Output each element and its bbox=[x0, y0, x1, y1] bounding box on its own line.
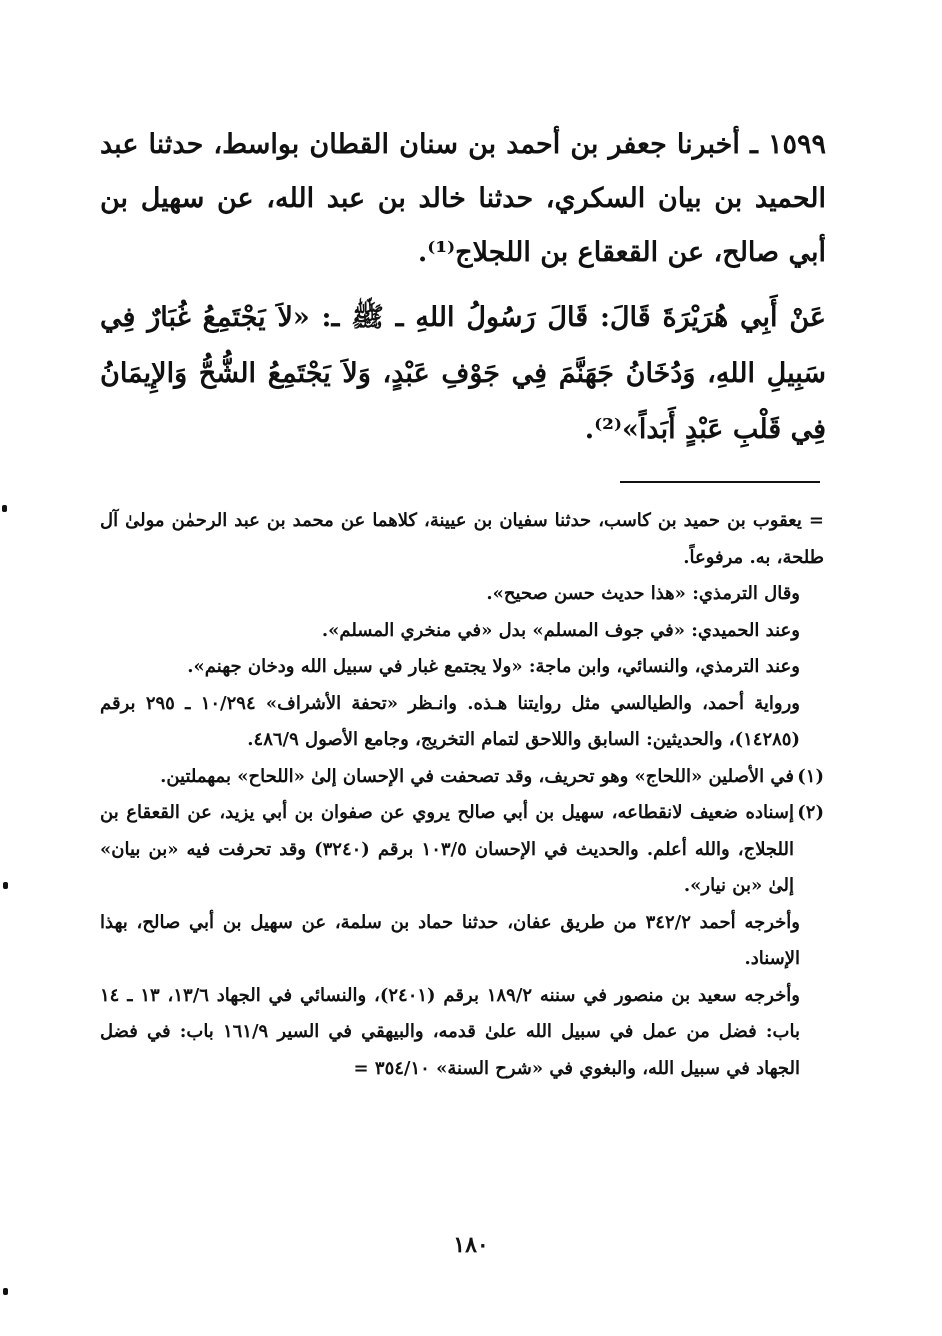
hadith-matn-paragraph: عَنْ أَبِي هُرَيْرَةَ قَالَ: قَالَ رَسُولُ اللهِ ـ ﷺ ـ: «لاَ يَجْتَمِعُ غُبَارٌ فِي سَبِيلِ اللهِ، وَدُخَانُ جَهَنَّمَ فِي جَوْفِ عَبْدٍ، وَلاَ يَجْتَمِعُ الشُّحُّ وَالإِيمَانُ فِي قَلْبِ عَبْدٍ أَبَداً»⁽²⁾. bbox=[100, 302, 826, 445]
footnote-2 bbox=[100, 795, 824, 905]
footnote-1 bbox=[100, 759, 824, 796]
footnotes bbox=[100, 503, 824, 1087]
main-text bbox=[100, 118, 826, 458]
footnote-tirmidhi: وقال الترمذي: «هذا حديث حسن صحيح». bbox=[486, 583, 800, 604]
footnote-humaidi: وعند الحميدي: «في جوف المسلم» بدل «في منخري المسلم». bbox=[321, 619, 800, 641]
scan-mark bbox=[3, 1288, 8, 1295]
hadith-isnad-paragraph: ١٥٩٩ ـ أخبرنا جعفر بن أحمد بن سنان القطان بواسط، حدثنا عبد الحميد بن بيان السكري، حدثنا خالد بن عبد الله، عن سهيل بن أبي صالح، عن القعقاع بن اللجلاج⁽¹⁾. bbox=[100, 129, 826, 268]
footnote-continuation: = يعقوب بن حميد بن كاسب، حدثنا سفيان بن عيينة، كلاهما عن محمد بن عبد الرحمٰن مولىٰ آل طلحة، به. مرفوعاً. bbox=[100, 510, 824, 568]
footnote-1-text: في الأصلين «اللحاج» وهو تحريف، وقد تصحفت في الإحسان إلىٰ «اللحاح» بمهملتين. bbox=[160, 765, 794, 787]
footnote-others: وعند الترمذي، والنسائي، وابن ماجة: «ولا يجتمع غبار في سبيل الله ودخان جهنم». bbox=[187, 656, 800, 677]
footnote-ahmad: وأخرجه أحمد ٣٤٢/٢ من طريق عفان، حدثنا حماد بن سلمة، عن سهيل بن أبي صالح، بهذا الإسناد. bbox=[100, 911, 800, 969]
footnote-riwaya: ورواية أحمد، والطيالسي مثل روايتنا هـذه. وانـظر «تحفة الأشراف» ١٠/٢٩٤ ـ ٢٩٥ برقم (١٤٢٨٥)، والحديثين: السابق واللاحق لتمام التخريج، وجامع الأصول ٤٨٦/٩. bbox=[100, 692, 801, 750]
footnote-2-text: إسناده ضعيف لانقطاعه، سهيل بن أبي صالح يروي عن صفوان بن أبي يزيد، عن القعقاع بن اللجلاج، والله أعلم. والحديث في الإحسان ١٠٣/٥ برقم (٣٢٤٠) وقد تحرفت فيه «بن بيان» إلىٰ «بن نيار». bbox=[100, 802, 794, 896]
scan-mark bbox=[3, 882, 8, 889]
footnote-separator bbox=[620, 481, 820, 483]
scan-mark bbox=[2, 505, 7, 512]
footnote-2-marker: (٢) bbox=[797, 802, 824, 823]
footnote-saeed: وأخرجه سعيد بن منصور في سننه ١٨٩/٢ برقم (٢٤٠١)، والنسائي في الجهاد ١٣/٦، ١٣ ـ ١٤ باب: فضل من عمل في سبيل الله علىٰ قدمه، والبيهقي في السير ١٦١/٩ باب: في فضل الجهاد في سبيل الله، والبغوي في «شرح السنة» ٣٥٤/١٠ = bbox=[100, 984, 800, 1079]
footnote-1-marker: (١) bbox=[797, 765, 824, 787]
page-number: ١٨٠ bbox=[453, 1232, 489, 1258]
